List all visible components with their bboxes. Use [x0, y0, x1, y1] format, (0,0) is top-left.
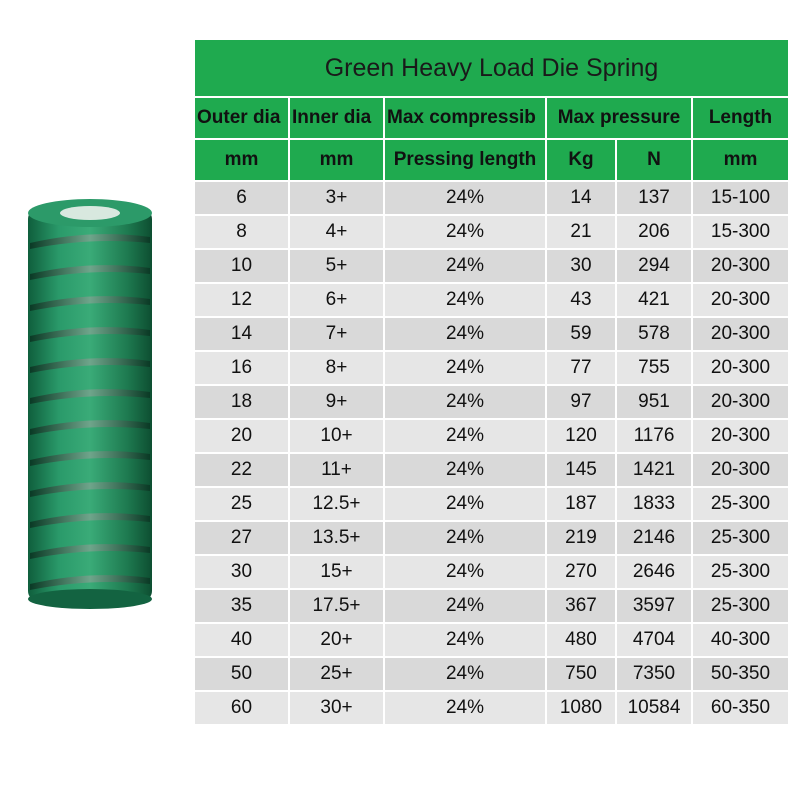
cell-pressure-kg: 145	[546, 453, 616, 487]
cell-pressure-n: 755	[616, 351, 692, 385]
cell-pressure-kg: 270	[546, 555, 616, 589]
cell-pressure-kg: 77	[546, 351, 616, 385]
cell-inner-dia: 3+	[289, 181, 384, 215]
cell-pressure-n: 421	[616, 283, 692, 317]
cell-inner-dia: 11+	[289, 453, 384, 487]
cell-inner-dia: 8+	[289, 351, 384, 385]
cell-max-compression: 24%	[384, 283, 546, 317]
cell-pressure-kg: 21	[546, 215, 616, 249]
cell-length: 20-300	[692, 317, 789, 351]
cell-max-compression: 24%	[384, 181, 546, 215]
unit-pressing-length: Pressing length	[384, 139, 546, 181]
cell-inner-dia: 9+	[289, 385, 384, 419]
cell-outer-dia: 27	[194, 521, 289, 555]
header-length: Length	[692, 97, 789, 139]
cell-outer-dia: 60	[194, 691, 289, 725]
cell-outer-dia: 12	[194, 283, 289, 317]
cell-inner-dia: 10+	[289, 419, 384, 453]
cell-outer-dia: 30	[194, 555, 289, 589]
cell-pressure-kg: 14	[546, 181, 616, 215]
cell-inner-dia: 25+	[289, 657, 384, 691]
cell-pressure-n: 294	[616, 249, 692, 283]
cell-pressure-n: 10584	[616, 691, 692, 725]
cell-pressure-kg: 750	[546, 657, 616, 691]
cell-inner-dia: 4+	[289, 215, 384, 249]
table-row	[194, 657, 789, 691]
header-outer-dia: Outer dia	[194, 97, 289, 139]
cell-length: 25-300	[692, 521, 789, 555]
cell-pressure-kg: 187	[546, 487, 616, 521]
cell-outer-dia: 20	[194, 419, 289, 453]
cell-pressure-n: 1421	[616, 453, 692, 487]
cell-inner-dia: 6+	[289, 283, 384, 317]
cell-pressure-n: 206	[616, 215, 692, 249]
cell-outer-dia: 6	[194, 181, 289, 215]
cell-max-compression: 24%	[384, 521, 546, 555]
cell-pressure-kg: 1080	[546, 691, 616, 725]
table-row	[194, 453, 789, 487]
cell-max-compression: 24%	[384, 419, 546, 453]
cell-pressure-n: 3597	[616, 589, 692, 623]
cell-max-compression: 24%	[384, 487, 546, 521]
cell-outer-dia: 18	[194, 385, 289, 419]
unit-outer-dia: mm	[194, 139, 289, 181]
cell-max-compression: 24%	[384, 351, 546, 385]
spec-table	[193, 38, 790, 726]
cell-pressure-kg: 367	[546, 589, 616, 623]
cell-inner-dia: 20+	[289, 623, 384, 657]
cell-inner-dia: 30+	[289, 691, 384, 725]
cell-inner-dia: 15+	[289, 555, 384, 589]
table-row	[194, 215, 789, 249]
unit-n: N	[616, 139, 692, 181]
table-row	[194, 691, 789, 725]
cell-pressure-kg: 219	[546, 521, 616, 555]
cell-outer-dia: 35	[194, 589, 289, 623]
cell-max-compression: 24%	[384, 657, 546, 691]
cell-max-compression: 24%	[384, 249, 546, 283]
header-inner-dia: Inner dia	[289, 97, 384, 139]
table-row	[194, 317, 789, 351]
cell-inner-dia: 13.5+	[289, 521, 384, 555]
cell-outer-dia: 50	[194, 657, 289, 691]
header-max-compressibility: Max compressib	[384, 97, 546, 139]
table-row	[194, 283, 789, 317]
cell-pressure-n: 7350	[616, 657, 692, 691]
cell-pressure-n: 137	[616, 181, 692, 215]
cell-inner-dia: 17.5+	[289, 589, 384, 623]
cell-inner-dia: 5+	[289, 249, 384, 283]
unit-inner-dia: mm	[289, 139, 384, 181]
cell-length: 50-350	[692, 657, 789, 691]
cell-max-compression: 24%	[384, 453, 546, 487]
table-row	[194, 249, 789, 283]
cell-max-compression: 24%	[384, 317, 546, 351]
cell-pressure-n: 578	[616, 317, 692, 351]
cell-outer-dia: 16	[194, 351, 289, 385]
cell-length: 25-300	[692, 487, 789, 521]
cell-pressure-n: 1176	[616, 419, 692, 453]
cell-pressure-n: 951	[616, 385, 692, 419]
cell-length: 20-300	[692, 283, 789, 317]
cell-outer-dia: 40	[194, 623, 289, 657]
table-row	[194, 385, 789, 419]
unit-kg: Kg	[546, 139, 616, 181]
cell-pressure-n: 4704	[616, 623, 692, 657]
cell-length: 60-350	[692, 691, 789, 725]
cell-pressure-n: 2146	[616, 521, 692, 555]
cell-length: 25-300	[692, 555, 789, 589]
cell-pressure-kg: 43	[546, 283, 616, 317]
table-row	[194, 555, 789, 589]
cell-length: 15-100	[692, 181, 789, 215]
cell-outer-dia: 25	[194, 487, 289, 521]
cell-length: 25-300	[692, 589, 789, 623]
cell-length: 20-300	[692, 351, 789, 385]
table-row	[194, 181, 789, 215]
cell-max-compression: 24%	[384, 691, 546, 725]
cell-pressure-kg: 120	[546, 419, 616, 453]
cell-pressure-kg: 30	[546, 249, 616, 283]
cell-length: 20-300	[692, 419, 789, 453]
table-row	[194, 521, 789, 555]
table-row	[194, 351, 789, 385]
table-row	[194, 487, 789, 521]
cell-pressure-n: 2646	[616, 555, 692, 589]
header-max-pressure: Max pressure	[546, 97, 692, 139]
cell-outer-dia: 10	[194, 249, 289, 283]
cell-max-compression: 24%	[384, 623, 546, 657]
cell-max-compression: 24%	[384, 589, 546, 623]
cell-outer-dia: 14	[194, 317, 289, 351]
cell-pressure-kg: 480	[546, 623, 616, 657]
cell-inner-dia: 7+	[289, 317, 384, 351]
cell-inner-dia: 12.5+	[289, 487, 384, 521]
cell-pressure-kg: 97	[546, 385, 616, 419]
cell-length: 15-300	[692, 215, 789, 249]
table-row	[194, 623, 789, 657]
green-die-spring-image	[20, 195, 160, 615]
cell-max-compression: 24%	[384, 215, 546, 249]
table-row	[194, 419, 789, 453]
cell-length: 20-300	[692, 385, 789, 419]
cell-max-compression: 24%	[384, 555, 546, 589]
cell-max-compression: 24%	[384, 385, 546, 419]
cell-length: 40-300	[692, 623, 789, 657]
cell-length: 20-300	[692, 453, 789, 487]
cell-pressure-n: 1833	[616, 487, 692, 521]
unit-length: mm	[692, 139, 789, 181]
cell-length: 20-300	[692, 249, 789, 283]
cell-outer-dia: 8	[194, 215, 289, 249]
table-row	[194, 589, 789, 623]
table-title: Green Heavy Load Die Spring	[194, 39, 789, 97]
cell-outer-dia: 22	[194, 453, 289, 487]
cell-pressure-kg: 59	[546, 317, 616, 351]
